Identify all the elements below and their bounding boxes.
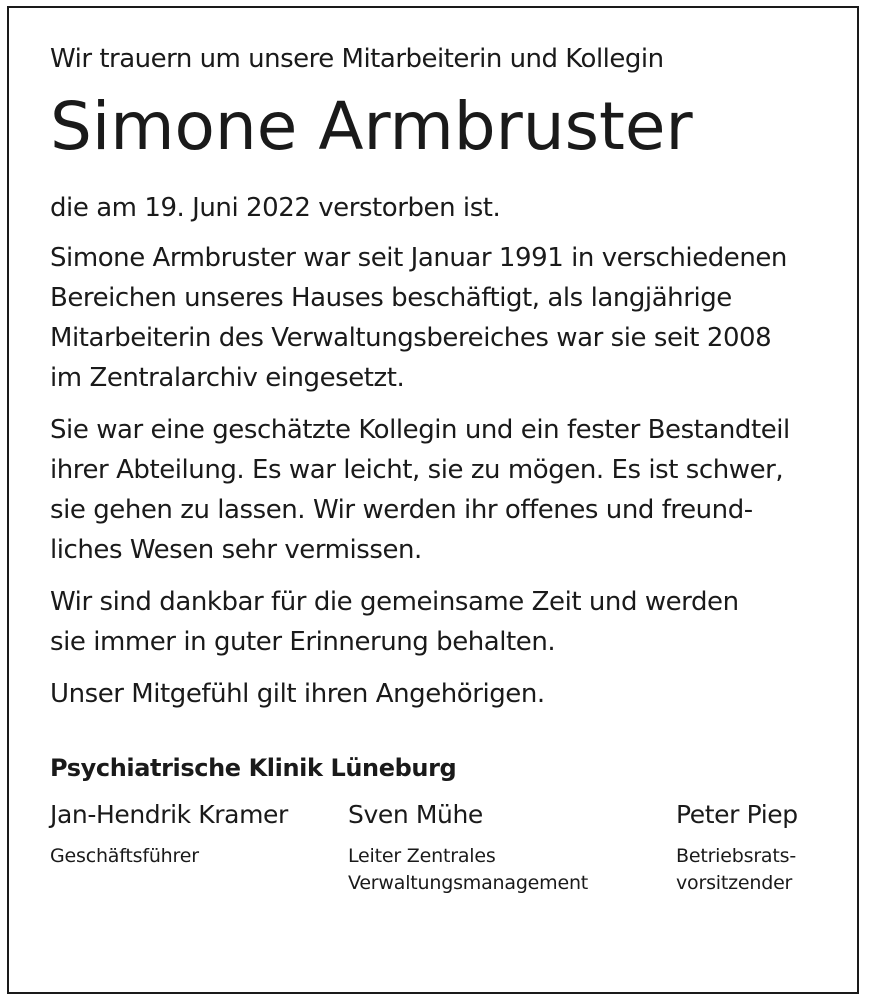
- paragraph-line: ihrer Abteilung. Es war leicht, sie zu mögen. Es ist schwer,: [50, 455, 784, 485]
- signatory-role: [676, 843, 798, 897]
- signatory: [676, 802, 798, 897]
- paragraph-condolence: Unser Mitgefühl gilt ihren Angehörigen.: [50, 679, 545, 709]
- role-line: vorsitzender: [676, 872, 793, 894]
- paragraph-gratitude: [50, 582, 840, 662]
- role-line: Geschäftsführer: [50, 845, 199, 867]
- paragraph-line: im Zentralarchiv eingesetzt.: [50, 363, 405, 393]
- obituary-notice: [50, 46, 840, 912]
- paragraph-line: sie immer in guter Erinnerung behalten.: [50, 627, 556, 657]
- paragraph-tribute: [50, 410, 840, 570]
- role-line: Leiter Zentrales: [348, 845, 496, 867]
- signatures: [50, 802, 840, 912]
- signatory-role: [348, 843, 588, 897]
- signatory: [50, 802, 288, 870]
- paragraph-line: Mitarbeiterin des Verwaltungsbereiches war sie seit 2008: [50, 323, 772, 353]
- paragraph-line: Sie war eine geschätzte Kollegin und ein fester Bestandteil: [50, 415, 790, 445]
- paragraph-career: [50, 238, 840, 398]
- paragraph-line: Simone Armbruster war seit Januar 1991 in verschiedenen: [50, 243, 787, 273]
- deceased-name: Simone Armbruster: [50, 88, 693, 165]
- role-line: Betriebsrats-: [676, 845, 796, 867]
- organization-name: Psychiatrische Klinik Lüneburg: [50, 754, 457, 782]
- signatory-role: [50, 843, 288, 870]
- intro-line: Wir trauern um unsere Mitarbeiterin und Kollegin: [50, 44, 664, 74]
- signatory-name: Sven Mühe: [348, 800, 483, 829]
- signatory: [348, 802, 588, 897]
- signatory-name: Peter Piep: [676, 800, 798, 829]
- paragraph-line: Wir sind dankbar für die gemeinsame Zeit und werden: [50, 587, 739, 617]
- paragraph-line: sie gehen zu lassen. Wir werden ihr offenes und freund-: [50, 495, 753, 525]
- role-line: Verwaltungsmanagement: [348, 872, 589, 894]
- paragraph-line: liches Wesen sehr vermissen.: [50, 535, 422, 565]
- date-line: die am 19. Juni 2022 verstorben ist.: [50, 193, 501, 223]
- signatory-name: Jan-Hendrik Kramer: [50, 800, 288, 829]
- paragraph-line: Bereichen unseres Hauses beschäftigt, als langjährige: [50, 283, 732, 313]
